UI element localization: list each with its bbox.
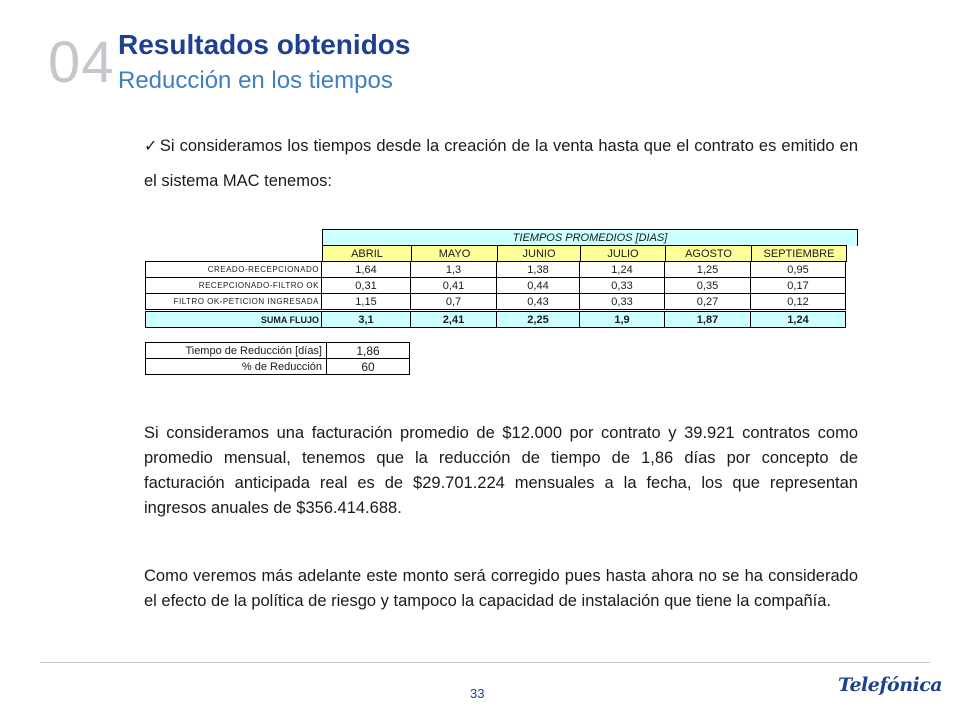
table-cell: 60 bbox=[326, 358, 410, 375]
table-cell: 0,12 bbox=[750, 293, 846, 310]
table-cell: 0,27 bbox=[664, 293, 751, 310]
total-cell: 1,24 bbox=[750, 311, 846, 328]
table-cell: 0,17 bbox=[750, 277, 846, 294]
row-label: FILTRO OK-PETICION INGRESADA bbox=[145, 293, 322, 310]
body-paragraph: Como veremos más adelante este monto será corregido pues hasta ahora no se ha considerado el efecto de la política de riesgo y tampoco la capacidad de instalación que tiene la compañía. bbox=[144, 567, 858, 610]
table-cell: 0,7 bbox=[410, 293, 497, 310]
table-cell: 0,33 bbox=[579, 277, 665, 294]
total-cell: 1,9 bbox=[579, 311, 665, 328]
table-row bbox=[146, 359, 410, 375]
row-label: % de Reducción bbox=[145, 358, 327, 375]
table-cell: 0,43 bbox=[496, 293, 580, 310]
month-header: ABRIL bbox=[322, 245, 412, 262]
month-header: MAYO bbox=[411, 245, 498, 262]
table-cell: 0,41 bbox=[410, 277, 497, 294]
table-cell: 0,33 bbox=[579, 293, 665, 310]
table-cell: 1,38 bbox=[496, 261, 580, 278]
table-cell: 0,44 bbox=[496, 277, 580, 294]
month-header-row bbox=[323, 246, 847, 262]
total-cell: 2,41 bbox=[410, 311, 497, 328]
telefonica-logo: Telefónica bbox=[838, 674, 943, 696]
check-icon: ✓ bbox=[144, 138, 158, 155]
row-label: RECEPCIONADO-FILTRO OK bbox=[145, 277, 322, 294]
table-cell: 0,95 bbox=[750, 261, 846, 278]
total-cell: 2,25 bbox=[496, 311, 580, 328]
table-cell: 1,25 bbox=[664, 261, 751, 278]
table-cell: 1,15 bbox=[321, 293, 411, 310]
page-number: 33 bbox=[470, 686, 485, 701]
row-label: CREADO-RECEPCIONADO bbox=[145, 261, 322, 278]
times-table-title: TIEMPOS PROMEDIOS [DIAS] bbox=[322, 229, 858, 246]
table-cell: 0,35 bbox=[664, 277, 751, 294]
month-header: JULIO bbox=[580, 245, 666, 262]
table-row bbox=[146, 294, 846, 310]
month-header: AGOSTO bbox=[665, 245, 752, 262]
month-header: JUNIO bbox=[497, 245, 581, 262]
table-row bbox=[146, 262, 846, 278]
table-cell: 1,64 bbox=[321, 261, 411, 278]
intro-bullet bbox=[144, 129, 858, 199]
table-cell: 0,31 bbox=[321, 277, 411, 294]
table-cell: 1,3 bbox=[410, 261, 497, 278]
month-header: SEPTIEMBRE bbox=[751, 245, 847, 262]
table-cell: 1,86 bbox=[326, 342, 410, 359]
body-paragraph: Si consideramos una facturación promedio de $12.000 por contrato y 39.921 contratos como promedio mensual, tenemos que la reducción de tiempo de 1,86 días por concepto de facturación anticipada real es de $29.701.224 mensuales a la fecha, los que representan ingresos anuales de $356.414.688. bbox=[144, 424, 858, 517]
total-row bbox=[146, 312, 846, 328]
page-subtitle: Reducción en los tiempos bbox=[118, 67, 393, 94]
section-number: 04 bbox=[48, 30, 115, 95]
intro-bullet-text: Si consideramos los tiempos desde la creación de la venta hasta que el contrato es emitido en el sistema MAC tenemos: bbox=[144, 137, 858, 190]
table-cell: 1,24 bbox=[579, 261, 665, 278]
footer-divider bbox=[40, 662, 930, 663]
table-row bbox=[146, 278, 846, 294]
row-label: Tiempo de Reducción [días] bbox=[145, 342, 327, 359]
total-label: SUMA FLUJO bbox=[145, 311, 322, 328]
table-row bbox=[146, 343, 410, 359]
page-title: Resultados obtenidos bbox=[118, 29, 411, 60]
total-cell: 3,1 bbox=[321, 311, 411, 328]
total-cell: 1,87 bbox=[664, 311, 751, 328]
